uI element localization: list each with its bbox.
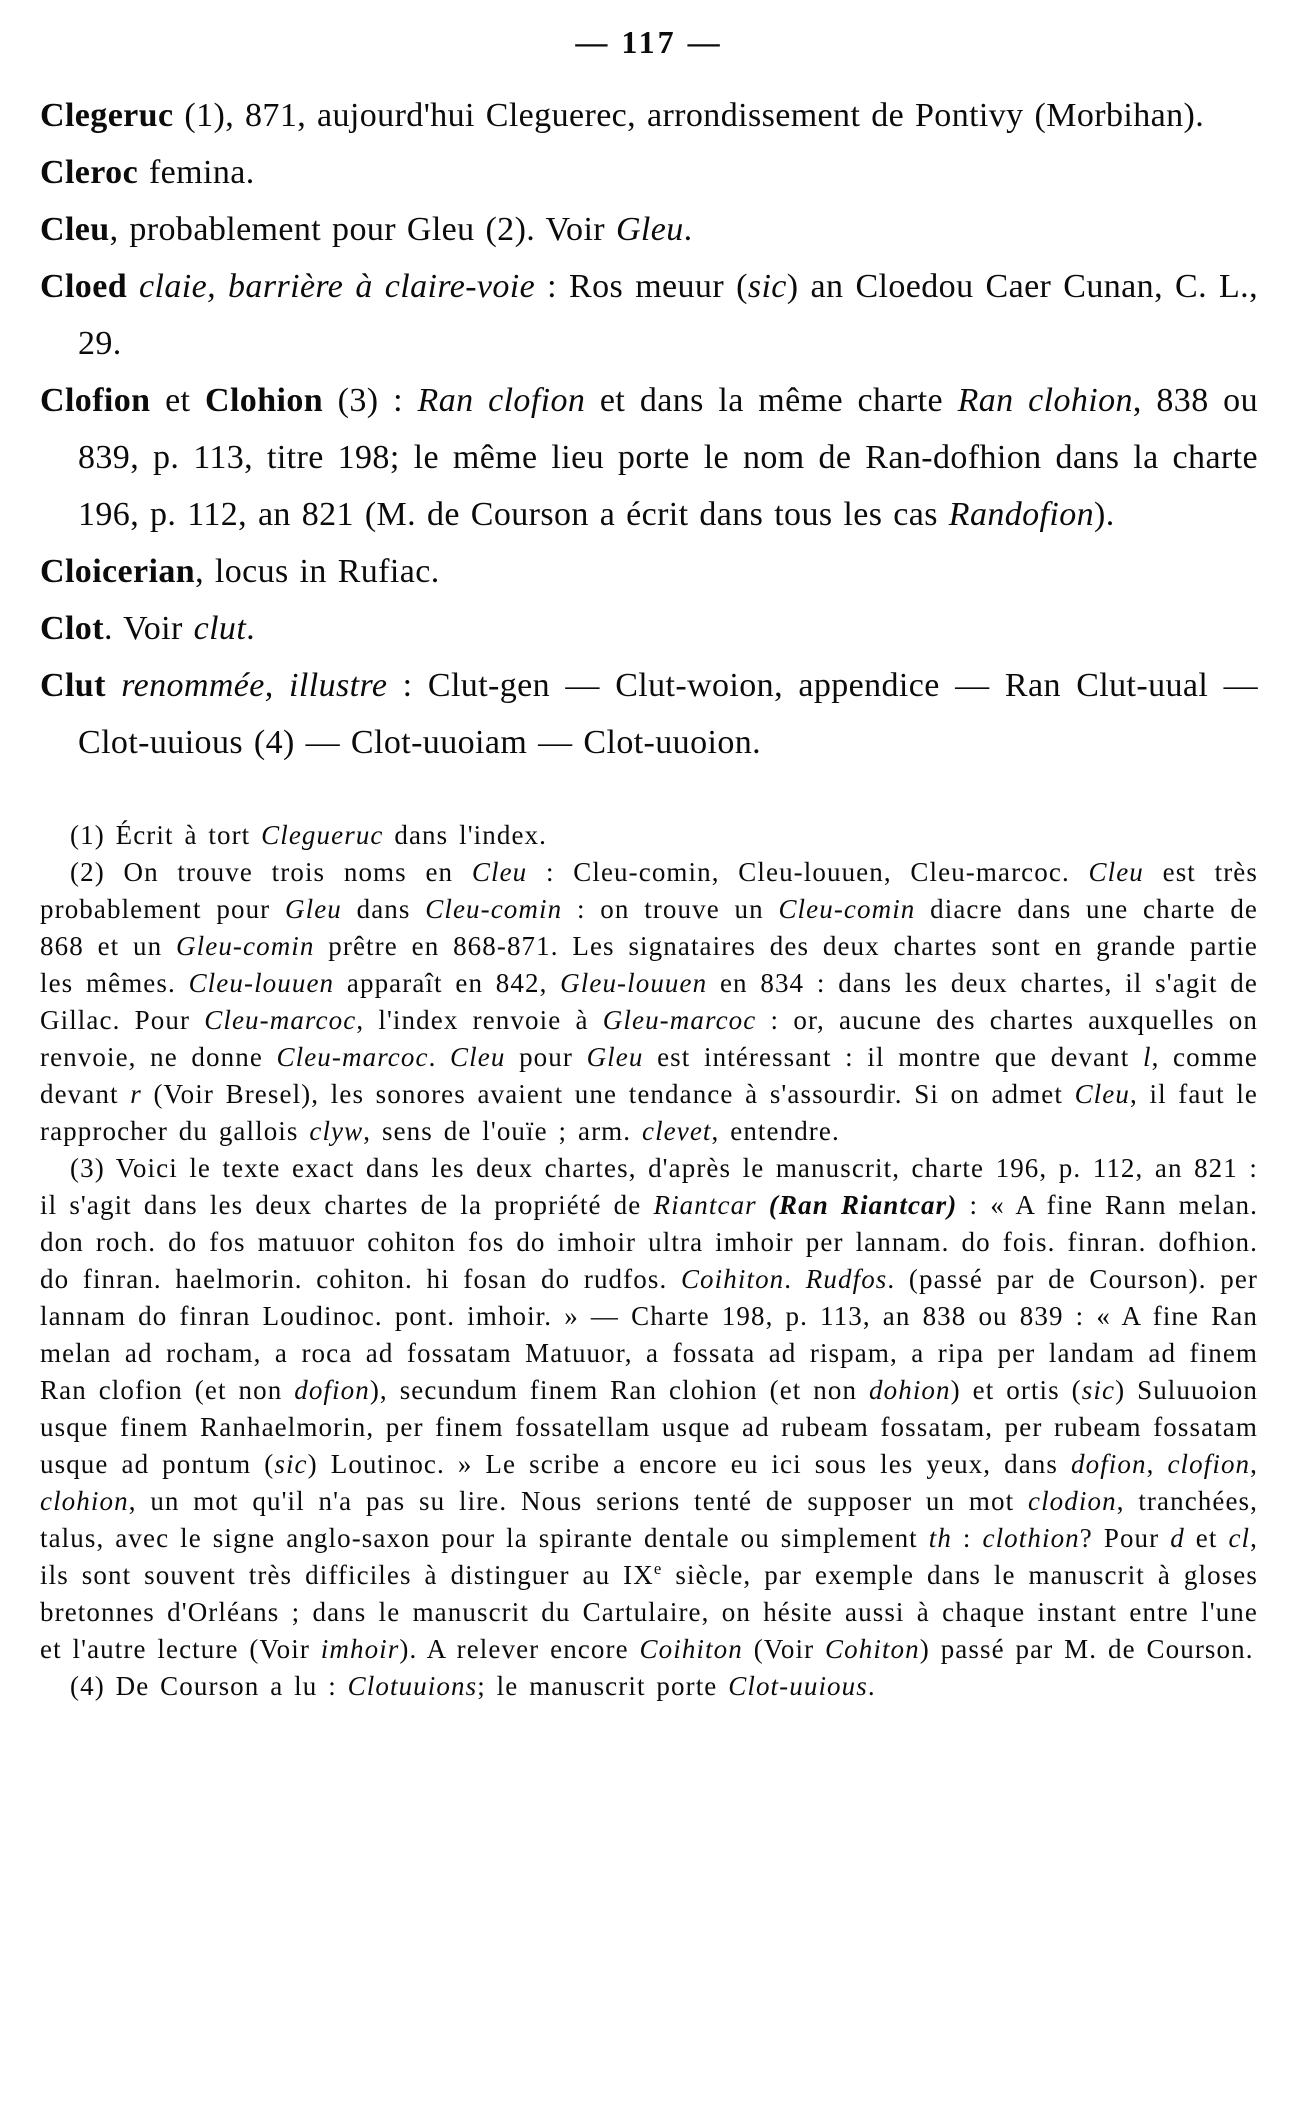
text-segment: apparaît en 842, bbox=[334, 968, 561, 998]
text-segment: dofion bbox=[294, 1375, 370, 1405]
text-segment: d bbox=[1170, 1523, 1185, 1553]
text-segment: sic bbox=[274, 1449, 308, 1479]
text-segment: l bbox=[1142, 1042, 1152, 1072]
text-segment: est intéressant : il montre que devant bbox=[643, 1042, 1143, 1072]
text-segment: Cloed bbox=[40, 268, 127, 305]
text-segment: femina. bbox=[138, 154, 255, 191]
dictionary-entries-section bbox=[40, 87, 1258, 771]
text-segment: cl bbox=[1228, 1523, 1251, 1553]
text-segment: Cleu-marcoc bbox=[276, 1042, 429, 1072]
text-segment: . bbox=[867, 1671, 876, 1701]
text-segment: , 838 ou 839, p. 113, titre 198; le même lieu porte le nom de Ran-dofhion dans la charte 196, p. 112, an 821 (M. de Courson a écrit dans tous les cas bbox=[78, 382, 1258, 533]
text-segment: , l'index renvoie à bbox=[356, 1005, 603, 1035]
text-segment: , sens de l'ouïe ; arm. bbox=[363, 1116, 642, 1146]
text-segment: Cohiton bbox=[825, 1634, 920, 1664]
entry-clut bbox=[40, 657, 1258, 771]
text-segment: (Voir Bresel), les sonores avaient une tendance à s'assourdir. Si on admet bbox=[141, 1079, 1075, 1109]
text-segment: Clotuuions bbox=[347, 1671, 478, 1701]
text-segment: clohion bbox=[40, 1486, 129, 1516]
text-segment: claie, barrière à claire-voie bbox=[139, 268, 536, 305]
text-segment: Coihiton bbox=[680, 1264, 785, 1294]
text-segment: . Voir bbox=[103, 610, 194, 647]
text-segment: : « A fine Rann melan. don roch. do fos matuuor cohiton fos do imhoir ultra imhoir per lannam. do fois. finran. dofhion. do finran. haelmorin. cohiton. hi fosan do rudfos. bbox=[40, 1190, 1258, 1294]
text-segment: ) Loutinoc. » Le scribe a encore eu ici sous les yeux, dans bbox=[307, 1449, 1071, 1479]
footnote-1 bbox=[40, 817, 1258, 854]
text-segment: , entendre. bbox=[711, 1116, 840, 1146]
page-number: — 117 — bbox=[575, 24, 723, 60]
text-segment: Clegeruc bbox=[40, 97, 174, 134]
text-segment: sic bbox=[1081, 1375, 1116, 1405]
text-segment: Clegueruc bbox=[261, 820, 384, 850]
text-segment: : Cleu-comin, Cleu-louuen, Cleu-marcoc. bbox=[527, 857, 1089, 887]
entry-clofion-clohion bbox=[40, 372, 1258, 543]
text-segment: et bbox=[1184, 1523, 1229, 1553]
text-segment: ) passé par M. de Courson. bbox=[919, 1634, 1254, 1664]
text-segment: Clofion bbox=[40, 382, 151, 419]
text-segment: Cloicerian bbox=[40, 553, 196, 590]
text-segment: ) et ortis ( bbox=[950, 1375, 1082, 1405]
text-segment: . bbox=[428, 1042, 451, 1072]
text-segment: Clohion bbox=[205, 382, 324, 419]
text-segment: (Voir bbox=[742, 1634, 826, 1664]
text-segment: Gleu bbox=[615, 211, 684, 248]
text-segment: dohion bbox=[869, 1375, 951, 1405]
text-segment: siècle, par exemple dans le manuscrit à gloses bretonnes d'Orléans ; dans le manuscrit du Cartulaire, on hésite aussi à chaque instant entre l'une et l'autre lecture (Voir bbox=[40, 1560, 1258, 1664]
footnotes-section bbox=[40, 817, 1258, 1705]
entry-clot bbox=[40, 600, 1258, 657]
text-segment: e bbox=[653, 1559, 663, 1578]
text-segment: Cleu bbox=[450, 1042, 506, 1072]
text-segment: clodion bbox=[1028, 1486, 1117, 1516]
text-segment: : on trouve un bbox=[562, 894, 779, 924]
text-segment: , il faut le rapprocher du gallois bbox=[40, 1079, 1259, 1146]
text-segment: : Clut-gen — Clut-woion, appendice — Ran Clut-uual — Clot-uuious (4) — Clot-uuoiam — Clot-uuoion. bbox=[78, 667, 1258, 761]
text-segment: clevet bbox=[641, 1116, 712, 1146]
text-segment: . bbox=[784, 1264, 806, 1294]
text-segment: , locus in Rufiac. bbox=[195, 553, 440, 590]
text-segment: Cleu bbox=[40, 211, 110, 248]
text-segment: Randofion bbox=[948, 496, 1095, 533]
text-segment: ) Suluuoion usque finem Ranhaelmorin, per finem fossatellam usque ad rubeam fossatam, per rubeam fossatam usque ad pontum ( bbox=[40, 1375, 1259, 1479]
text-segment: , ils sont souvent très difficiles à distinguer au IX bbox=[40, 1523, 1258, 1590]
text-segment: clothion bbox=[982, 1523, 1080, 1553]
text-segment: Gleu-marcoc bbox=[602, 1005, 757, 1035]
text-segment bbox=[757, 1190, 769, 1220]
text-segment: Cleu-marcoc bbox=[204, 1005, 357, 1035]
footnote-3 bbox=[40, 1150, 1258, 1668]
text-segment: th bbox=[928, 1523, 952, 1553]
text-segment: (1), 871, aujourd'hui Cleguerec, arrondissement de Pontivy (Morbihan). bbox=[173, 97, 1205, 134]
text-segment: ), secundum finem Ran clohion (et non bbox=[369, 1375, 870, 1405]
text-segment: , bbox=[1250, 1449, 1259, 1479]
entry-cloicerian bbox=[40, 543, 1258, 600]
text-segment: Cleu bbox=[1088, 857, 1144, 887]
text-segment: : bbox=[951, 1523, 983, 1553]
text-segment: Gleu-louuen bbox=[560, 968, 708, 998]
text-segment: (3) Voici le texte exact dans les deux chartes, d'après le manuscrit, charte 196, p. 112, an 821 : il s'agit dans les deux chartes de la propriété de bbox=[40, 1153, 1258, 1220]
text-segment: (2) On trouve trois noms en bbox=[70, 857, 472, 887]
text-segment: Clot bbox=[40, 610, 104, 647]
text-segment: (3) : bbox=[323, 382, 418, 419]
text-segment: Ran clofion bbox=[417, 382, 586, 419]
text-segment: Cleu-comin bbox=[425, 894, 563, 924]
entry-cleroc bbox=[40, 144, 1258, 201]
text-segment: , probablement pour Gleu (2). Voir bbox=[109, 211, 616, 248]
text-segment: dans l'index. bbox=[383, 820, 548, 850]
text-segment: Gleu bbox=[586, 1042, 644, 1072]
text-segment: Cleu bbox=[1074, 1079, 1130, 1109]
entry-clegeruc bbox=[40, 87, 1258, 144]
entry-cleu bbox=[40, 201, 1258, 258]
text-segment: pour bbox=[505, 1042, 587, 1072]
text-segment: ) an Cloedou Caer Cunan, C. L., 29. bbox=[78, 268, 1258, 362]
text-segment: et bbox=[150, 382, 205, 419]
text-segment: clofion bbox=[1167, 1449, 1251, 1479]
entry-cloed bbox=[40, 258, 1258, 372]
text-segment: ). bbox=[1094, 496, 1115, 533]
text-segment: r bbox=[130, 1079, 142, 1109]
text-segment: et dans la même charte bbox=[585, 382, 958, 419]
footnote-2 bbox=[40, 854, 1258, 1150]
text-segment: (1) Écrit à tort bbox=[70, 820, 262, 850]
text-segment bbox=[127, 268, 139, 305]
text-segment: (4) De Courson a lu : bbox=[70, 1671, 348, 1701]
text-segment: , tranchées, talus, avec le signe anglo-saxon pour la spirante dentale ou simplement bbox=[40, 1486, 1259, 1553]
text-segment: dofion bbox=[1071, 1449, 1147, 1479]
text-segment: dans bbox=[341, 894, 426, 924]
text-segment: Coihiton bbox=[639, 1634, 743, 1664]
text-segment: renommée, illustre bbox=[121, 667, 388, 704]
text-segment: : or, aucune des chartes auxquelles on renvoie, ne donne bbox=[40, 1005, 1259, 1072]
text-segment: . bbox=[246, 610, 256, 647]
text-segment: (Ran Riantcar) bbox=[768, 1190, 958, 1220]
text-segment: , bbox=[1146, 1449, 1168, 1479]
text-segment: . (passé par de Courson). per lannam do finran Loudinoc. pont. imhoir. » — Charte 198, p. 113, an 838 ou 839 : « A fine Ran melan ad rocham, a roca ad fossatam Matuuor, a fossata ad rispam, a ripa per landam ad finem Ran clofion (et non bbox=[40, 1264, 1258, 1405]
text-segment: est très probablement pour bbox=[40, 857, 1258, 924]
text-segment: Rudfos bbox=[805, 1264, 888, 1294]
text-segment: Clot-uuious bbox=[728, 1671, 868, 1701]
text-segment: Cleroc bbox=[40, 154, 139, 191]
text-segment: : Ros meuur ( bbox=[535, 268, 748, 305]
footnote-4 bbox=[40, 1668, 1258, 1705]
text-segment: Gleu bbox=[285, 894, 342, 924]
text-segment: ? Pour bbox=[1079, 1523, 1171, 1553]
text-segment: diacre dans une charte de 868 et un bbox=[40, 894, 1258, 961]
text-segment: . bbox=[683, 211, 693, 248]
text-segment: prêtre en 868-871. Les signataires des deux chartes sont en grande partie les mêmes. bbox=[40, 931, 1258, 998]
text-segment: Cleu bbox=[471, 857, 528, 887]
text-segment: , comme devant bbox=[40, 1042, 1259, 1109]
text-segment: en 834 : dans les deux chartes, il s'agit de Gillac. Pour bbox=[40, 968, 1258, 1035]
text-segment: , un mot qu'il n'a pas su lire. Nous serions tenté de supposer un mot bbox=[128, 1486, 1028, 1516]
text-segment: Clut bbox=[40, 667, 106, 704]
text-segment: Riantcar bbox=[653, 1190, 757, 1220]
text-segment: ; le manuscrit porte bbox=[477, 1671, 729, 1701]
text-segment: ). A relever encore bbox=[399, 1634, 640, 1664]
text-segment: sic bbox=[747, 268, 787, 305]
text-segment: imhoir bbox=[320, 1634, 400, 1664]
text-segment: Cleu-comin bbox=[778, 894, 916, 924]
text-segment: clut bbox=[193, 610, 247, 647]
text-segment: Gleu-comin bbox=[176, 931, 315, 961]
text-segment: Ran clohion bbox=[957, 382, 1133, 419]
text-segment: clyw bbox=[309, 1116, 364, 1146]
text-segment: Cleu-louuen bbox=[188, 968, 335, 998]
text-segment bbox=[106, 667, 121, 704]
